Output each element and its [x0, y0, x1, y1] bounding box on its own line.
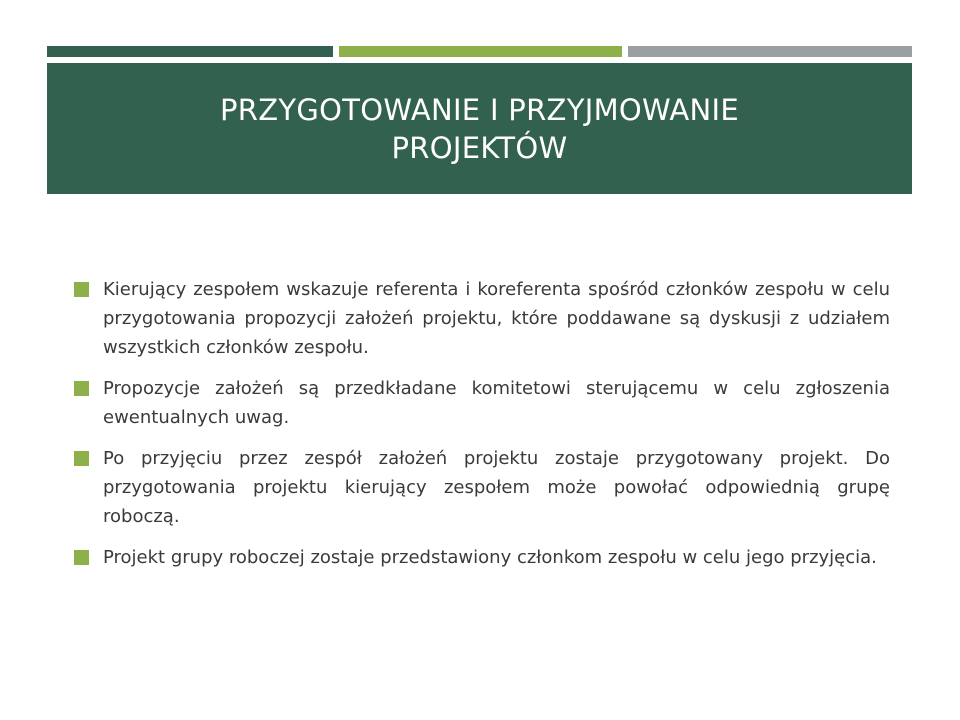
title-band [47, 63, 912, 194]
list-item [74, 275, 890, 362]
bullet-text: Projekt grupy roboczej zostaje przedstawiony członkom zespołu w celu jego przyjęcia. [103, 547, 877, 568]
accent-bar-dark-green [47, 46, 333, 57]
bullet-text: Kierujący zespołem wskazuje referenta i koreferenta spośród członków zespołu w celu przygotowania propozycji założeń projektu, które poddawane są dyskusji z udziałem wszystkich członków zespołu. [103, 279, 890, 358]
list-item [74, 374, 890, 432]
list-item [74, 444, 890, 531]
square-bullet-icon [74, 381, 89, 396]
bullet-text: Po przyjęciu przez zespół założeń projektu zostaje przygotowany projekt. Do przygotowania projektu kierujący zespołem może powołać odpowiednią grupę roboczą. [103, 448, 890, 527]
accent-bar-gray [628, 46, 912, 57]
accent-bar-light-green [339, 46, 622, 57]
bullet-text: Propozycje założeń są przedkładane komitetowi sterującemu w celu zgłoszenia ewentualnych uwag. [103, 378, 890, 428]
bullet-list [74, 275, 890, 584]
square-bullet-icon [74, 550, 89, 565]
square-bullet-icon [74, 282, 89, 297]
slide-title: PRZYGOTOWANIE I PRZYJMOWANIE PROJEKTÓW [219, 92, 740, 165]
list-item [74, 543, 890, 572]
square-bullet-icon [74, 451, 89, 466]
